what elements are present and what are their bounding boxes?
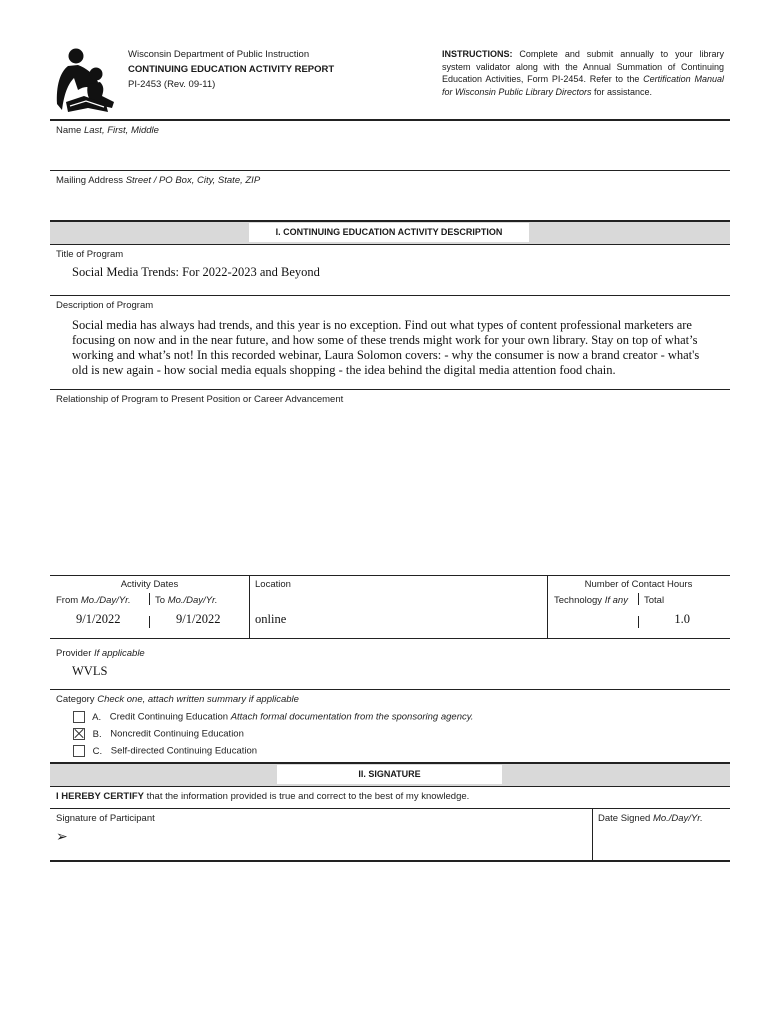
category-c-label: Self-directed Continuing Education (110, 745, 258, 757)
category-a-note: Attach formal documentation from the sponsoring agency. (230, 711, 474, 723)
from-date-label (56, 595, 131, 606)
to-label: To (155, 595, 166, 606)
location-field[interactable]: online (255, 612, 287, 626)
agency-name: Wisconsin Department of Public Instruction (128, 49, 310, 60)
program-title-divider (50, 295, 730, 296)
category-hint: Check one, attach written summary if applicable (97, 694, 299, 705)
location-label: Location (255, 579, 291, 590)
certify-bold: I HEREBY CERTIFY (56, 791, 144, 802)
section1-title: I. CONTINUING EDUCATION ACTIVITY DESCRIPTION (249, 223, 529, 242)
to-hint: Mo./Day/Yr. (167, 595, 218, 606)
from-label: From (56, 595, 79, 606)
total-label: Total (644, 595, 665, 606)
category-a-letter: A. (92, 711, 102, 723)
category-c-checkbox[interactable] (73, 745, 85, 757)
header-divider (50, 119, 730, 121)
address-field[interactable] (72, 190, 712, 216)
signature-field[interactable] (80, 826, 580, 856)
program-title-field[interactable]: Social Media Trends: For 2022-2023 and Beyond (72, 265, 320, 279)
provider-divider (50, 689, 730, 690)
instructions-label: INSTRUCTIONS: (442, 49, 513, 59)
name-field-label (56, 125, 159, 136)
provider-label: Provider (56, 648, 92, 659)
header-agency-block (128, 48, 398, 92)
to-date-field[interactable]: 9/1/2022 (176, 612, 221, 626)
name-hint: Last, First, Middle (83, 125, 159, 136)
technology-label: Technology (554, 595, 603, 606)
instructions-text-1: Complete and submit annually to your library system validator along with the Annual Summation of Continuing Education Activities, Form PI-2454. Refer to the (442, 49, 724, 84)
total-hours-field[interactable]: 1.0 (674, 612, 690, 626)
program-title-label: Title of Program (56, 249, 124, 260)
category-c-letter: C. (92, 745, 103, 757)
description-field[interactable]: Social media has always had trends, and this year is no exception. Find out what types of content professional marketers are focusing on now and in the near future, and how some of these trends might work for your own library. Stay on top of what’s working and what’s not! In this recorded webinar, Laura Solomon covers: - why the consumer is now a brand creator - what's old is new again - how social media equals shopping - the idea behind the digital media attention food chain. (72, 318, 700, 377)
certify-statement (56, 791, 469, 802)
dates-row-bottom (50, 638, 730, 639)
instructions-block (442, 48, 724, 98)
category-b-checkbox[interactable] (73, 728, 85, 740)
to-date-label (155, 595, 217, 606)
signature-date-divider (592, 808, 593, 861)
category-a-label: Credit Continuing Education (109, 711, 229, 723)
date-tick-lower (149, 616, 150, 628)
date-signed-label: Date Signed (598, 813, 651, 824)
name-label: Name (56, 125, 82, 136)
from-hint: Mo./Day/Yr. (80, 595, 131, 606)
date-tick-upper (149, 593, 150, 605)
technology-hint: If any (604, 595, 628, 606)
dates-location-divider (249, 575, 250, 638)
category-a-checkbox[interactable] (73, 711, 85, 723)
dpi-logo (54, 46, 118, 116)
category-b-label: Noncredit Continuing Education (110, 728, 244, 740)
hours-tick-lower (638, 616, 639, 628)
provider-field[interactable]: WVLS (72, 664, 108, 678)
activity-dates-label: Activity Dates (120, 579, 179, 590)
section2-title: II. SIGNATURE (277, 765, 502, 784)
relationship-field[interactable] (72, 410, 712, 570)
relationship-label: Relationship of Program to Present Position or Career Advancement (56, 394, 344, 405)
certify-divider (50, 808, 730, 809)
address-label: Mailing Address (56, 175, 124, 186)
from-date-field[interactable]: 9/1/2022 (76, 612, 121, 626)
name-field[interactable] (72, 140, 712, 166)
provider-hint: If applicable (94, 648, 145, 659)
description-divider (50, 389, 730, 390)
hours-tick-upper (638, 593, 639, 605)
category-option-a[interactable] (73, 711, 473, 723)
form-number: PI-2453 (Rev. 09-11) (128, 79, 216, 90)
instructions-text-2: for assistance. (593, 86, 653, 97)
category-label: Category (56, 694, 95, 705)
report-title: CONTINUING EDUCATION ACTIVITY REPORT (128, 64, 335, 75)
date-signed-label-group (598, 813, 703, 824)
signature-arrow-icon: ➢ (56, 829, 68, 845)
certify-text: that the information provided is true and correct to the best of my knowledge. (146, 791, 470, 802)
name-divider (50, 170, 730, 171)
date-signed-hint: Mo./Day/Yr. (652, 813, 703, 824)
dates-row-top (50, 575, 730, 576)
contact-hours-label: Number of Contact Hours (584, 579, 693, 590)
signature-label: Signature of Participant (56, 813, 155, 824)
address-hint: Street / PO Box, City, State, ZIP (125, 175, 261, 186)
category-field-label (56, 694, 299, 705)
category-option-b[interactable] (73, 728, 244, 740)
instructions-manual-title: Certification Manual for Wisconsin Public Library Directors (442, 74, 724, 97)
description-label: Description of Program (56, 300, 154, 311)
category-b-letter: B. (92, 728, 102, 740)
reading-figures-icon (54, 46, 118, 116)
form-bottom-border (50, 860, 730, 862)
technology-label-group (554, 595, 628, 606)
category-option-c[interactable] (73, 745, 257, 757)
provider-field-label (56, 648, 145, 659)
address-field-label (56, 175, 260, 186)
